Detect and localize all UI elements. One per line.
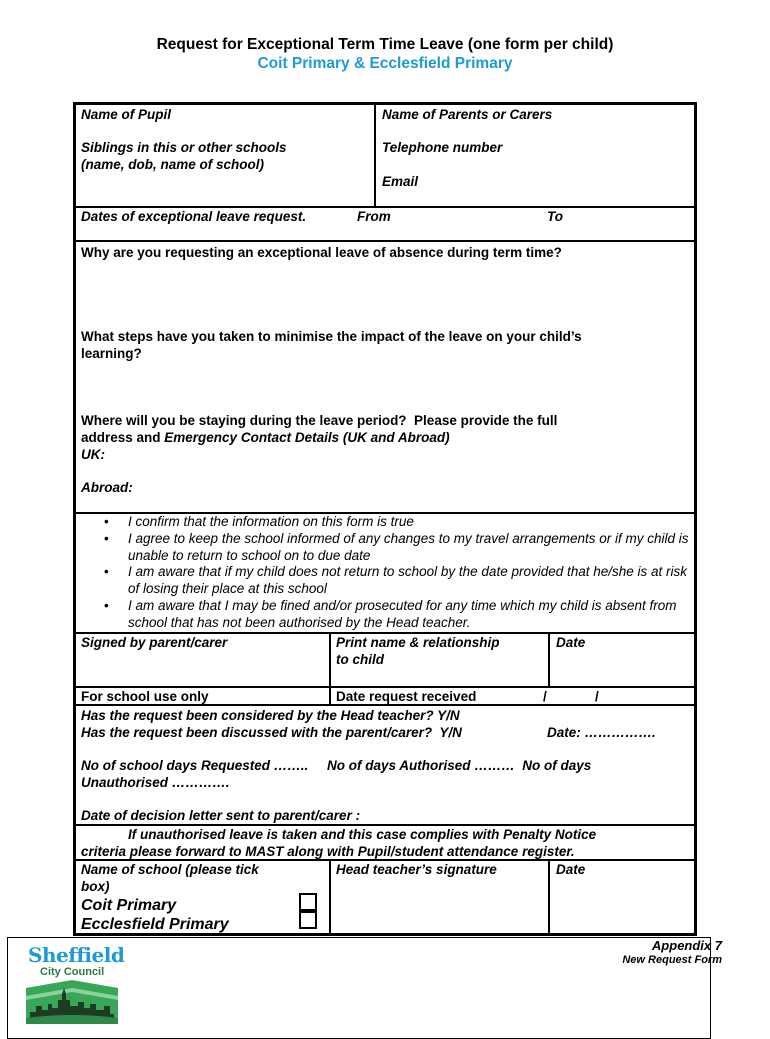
leave-dates-label: Dates of exceptional leave request. bbox=[81, 209, 307, 224]
form-title: Request for Exceptional Term Time Leave (one form per child) bbox=[156, 36, 614, 53]
school-use-label: For school use only bbox=[81, 689, 209, 704]
council-logo-subtitle: City Council bbox=[40, 966, 105, 978]
considered-question: Has the request been considered by the Head teacher? Y/N bbox=[81, 708, 460, 723]
declaration-item: • I am aware that if my child does not return to school by the date provided that he/she is at risk of losing their place at this school bbox=[100, 564, 690, 598]
days-unauthorised: Unauthorised …………. bbox=[81, 775, 230, 790]
council-logo-title: Sheffield bbox=[28, 943, 125, 967]
to-label: To bbox=[547, 209, 563, 224]
school-name-label-cont: box) bbox=[81, 879, 110, 894]
why-question: Why are you requesting an exceptional leave of absence during term time? bbox=[81, 245, 562, 260]
form-subtitle: Coit Primary & Ecclesfield Primary bbox=[257, 55, 513, 72]
signature-date-label: Date bbox=[556, 635, 586, 650]
school-option-coit: Coit Primary bbox=[81, 897, 177, 914]
declaration-item: • I confirm that the information on this form is true bbox=[100, 514, 690, 531]
parents-label: Name of Parents or Carers bbox=[382, 107, 553, 122]
uk-label: UK: bbox=[81, 447, 105, 462]
from-label: From bbox=[357, 209, 391, 224]
steps-question-cont: learning? bbox=[81, 346, 142, 361]
divider bbox=[329, 633, 331, 687]
appendix-label: Appendix 7 bbox=[651, 938, 722, 953]
siblings-label: Siblings in this or other schools bbox=[81, 140, 287, 155]
divider bbox=[329, 687, 331, 705]
head-date-label: Date bbox=[556, 862, 586, 877]
school-name-label: Name of school (please tick bbox=[81, 862, 259, 877]
divider bbox=[329, 860, 331, 934]
declaration-item: • I am aware that I may be fined and/or prosecuted for any time which my child is absent from school that has not been authorised by the Head teacher. bbox=[100, 598, 690, 632]
discussion-date: Date: ……………. bbox=[547, 725, 656, 740]
date-received-label: Date request received bbox=[336, 689, 477, 704]
divider bbox=[374, 103, 376, 207]
school-option-ecclesfield: Ecclesfield Primary bbox=[81, 916, 229, 933]
abroad-label: Abroad: bbox=[81, 480, 133, 495]
where-question-cont: address and Emergency Contact Details (UK and Abroad) bbox=[81, 430, 450, 445]
email-label: Email bbox=[382, 174, 419, 189]
date-separator: / bbox=[543, 689, 547, 704]
date-separator: / bbox=[595, 689, 599, 704]
penalty-note: If unauthorised leave is taken and this case complies with Penalty Notice bbox=[128, 827, 597, 842]
discussed-question: Has the request been discussed with the parent/carer? Y/N bbox=[81, 725, 462, 740]
days-summary: No of school days Requested …….. No of days Authorised ……… No of days bbox=[81, 758, 592, 773]
divider bbox=[548, 860, 550, 934]
print-name-label: Print name & relationship bbox=[336, 635, 500, 650]
where-question: Where will you be staying during the leave period? Please provide the full bbox=[81, 413, 558, 428]
decision-letter-label: Date of decision letter sent to parent/carer : bbox=[81, 808, 361, 823]
declaration-list bbox=[100, 514, 690, 632]
penalty-note-cont: criteria please forward to MAST along with Pupil/student attendance register. bbox=[81, 844, 575, 859]
steps-question: What steps have you taken to minimise the impact of the leave on your child’s bbox=[81, 329, 582, 344]
print-name-label-cont: to child bbox=[336, 652, 384, 667]
name-of-pupil-label: Name of Pupil bbox=[81, 107, 172, 122]
sheffield-skyline-logo bbox=[24, 978, 120, 1024]
siblings-label-detail: (name, dob, name of school) bbox=[81, 157, 265, 172]
signed-label: Signed by parent/carer bbox=[81, 635, 228, 650]
divider bbox=[74, 240, 695, 242]
declaration-item: • I agree to keep the school informed of any changes to my travel arrangements or if my child is unable to return to school on to due date bbox=[100, 531, 690, 565]
coit-tick-box[interactable] bbox=[299, 893, 317, 911]
form-type-label: New Request Form bbox=[622, 954, 722, 966]
divider bbox=[548, 633, 550, 687]
telephone-label: Telephone number bbox=[382, 140, 503, 155]
ecclesfield-tick-box[interactable] bbox=[299, 911, 317, 929]
head-signature-label: Head teacher’s signature bbox=[336, 862, 497, 877]
